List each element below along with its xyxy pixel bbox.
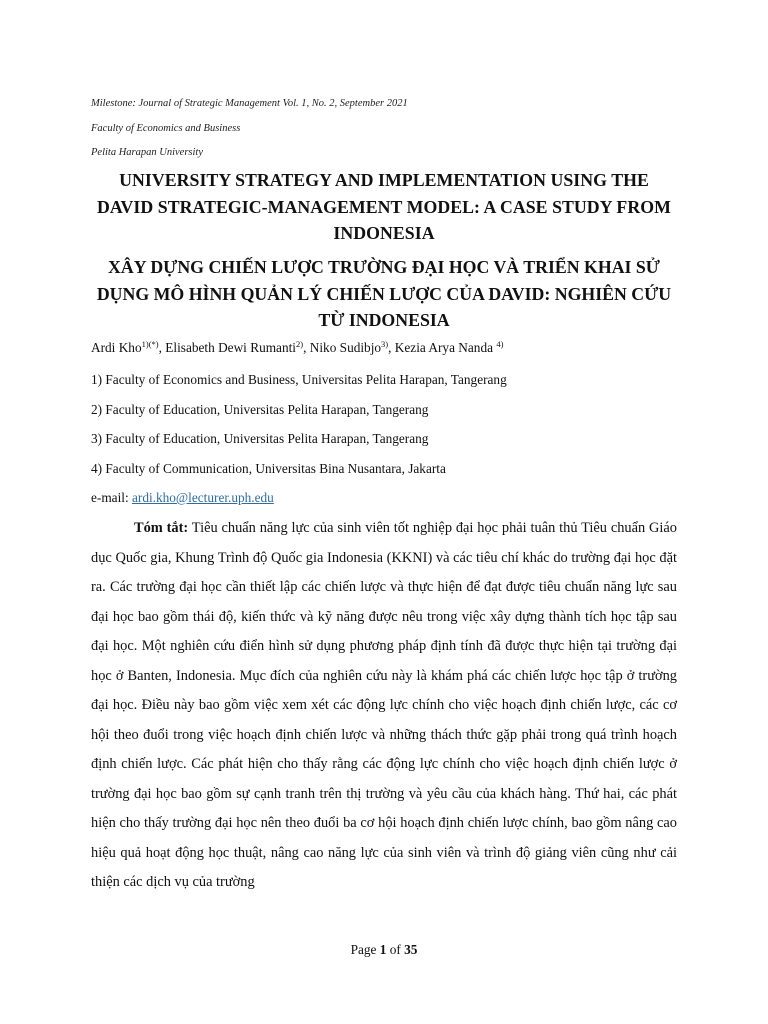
author-name: Elisabeth Dewi Rumanti xyxy=(165,340,296,355)
author-affiliation-mark: 2) xyxy=(296,339,304,349)
page-footer xyxy=(0,940,768,960)
author-name: Kezia Arya Nanda xyxy=(394,340,497,355)
journal-header xyxy=(91,92,691,166)
affiliation-item: 4) Faculty of Communication, Universitas Bina Nusantara, Jakarta xyxy=(91,460,446,476)
affiliation-item: 3) Faculty of Education, Universitas Pelita Harapan, Tangerang xyxy=(91,431,429,446)
affiliation-item: 1) Faculty of Economics and Business, Universitas Pelita Harapan, Tangerang xyxy=(91,372,507,387)
author-separator: , xyxy=(158,340,166,355)
current-page-number: 1 xyxy=(379,942,387,957)
author-name: Ardi Kho xyxy=(91,340,142,355)
author-list xyxy=(91,339,691,357)
author-name: Niko Sudibjo xyxy=(309,340,382,355)
author-affiliation-mark: 3) xyxy=(381,339,389,349)
affiliation-item: 2) Faculty of Education, Universitas Pelita Harapan, Tangerang xyxy=(91,401,429,417)
of-word: of xyxy=(386,942,405,957)
abstract-paragraph xyxy=(91,514,677,898)
author-separator: , xyxy=(388,340,395,355)
abstract-text: Tiêu chuẩn năng lực của sinh viên tốt nghiệp đại học phải tuân thủ Tiêu chuẩn Giáo dục Quốc gia, Khung Trình độ Quốc gia Indonesia (KKNI) và các tiêu chí khác do trường đại học đặt ra. Các trường đại học cần thiết lập các chiến lược và thực hiện để đạt được tiêu chuẩn năng lực sau đại học bao gồm thái độ, kiến thức và kỹ năng được nêu trong việc xây dựng thành tích học tập sau đại học. Một nghiên cứu điển hình sử dụng phương pháp định tính đã được thực hiện tại trường đại học ở Banten, Indonesia. Mục đích của nghiên cứu này là khám phá các chiến lược học tập ở trường đại học. Điều này bao gồm việc xem xét các động lực chính cho việc hoạch định chiến lược, các cơ hội theo đuổi trong việc hoạch định chiến lược và những thách thức gặp phải trong quá trình hoạch định chiến lược. Các phát hiện cho thấy rằng các động lực chính cho việc hoạch định chiến lược ở trường đại học bao gồm sự cạnh tranh trên thị trường và yêu cầu của khách hàng. Thứ hai, các phát hiện cho thấy trường đại học nên theo đuổi ba cơ hội hoạch định chiến lược chính, bao gồm nâng cao hiệu quả hoạt động học thuật, nâng cao năng lực của sinh viên và trình độ giảng viên cũng như cải thiện các dịch vụ của trường xyxy=(91,520,677,890)
university-line: Pelita Harapan University xyxy=(91,147,203,158)
email-label: e-mail: xyxy=(91,490,132,505)
author-separator: , xyxy=(303,340,310,355)
abstract-label: Tóm tắt: xyxy=(134,520,189,536)
affiliation-list xyxy=(91,370,691,488)
journal-citation: Milestone: Journal of Strategic Management Vol. 1, No. 2, September 2021 xyxy=(91,98,408,109)
author-affiliation-mark: 4) xyxy=(496,339,504,349)
total-page-count: 35 xyxy=(404,942,418,957)
contact-email xyxy=(91,488,274,508)
paper-title-vietnamese: XÂY DỰNG CHIẾN LƯỢC TRƯỜNG ĐẠI HỌC VÀ TRIỂN KHAI SỬ DỤNG MÔ HÌNH QUẢN LÝ CHIẾN LƯỢC CỦA DAVID: NGHIÊN CỨU TỪ INDONESIA xyxy=(96,257,672,330)
paper-title-english: UNIVERSITY STRATEGY AND IMPLEMENTATION USING THE DAVID STRATEGIC-MANAGEMENT MODEL: A CASE STUDY FROM INDONESIA xyxy=(97,170,671,243)
page-word: Page xyxy=(350,942,380,957)
email-link[interactable]: ardi.kho@lecturer.uph.edu xyxy=(131,490,274,505)
author-affiliation-mark: 1)(*) xyxy=(141,339,159,349)
faculty-line: Faculty of Economics and Business xyxy=(91,122,241,134)
